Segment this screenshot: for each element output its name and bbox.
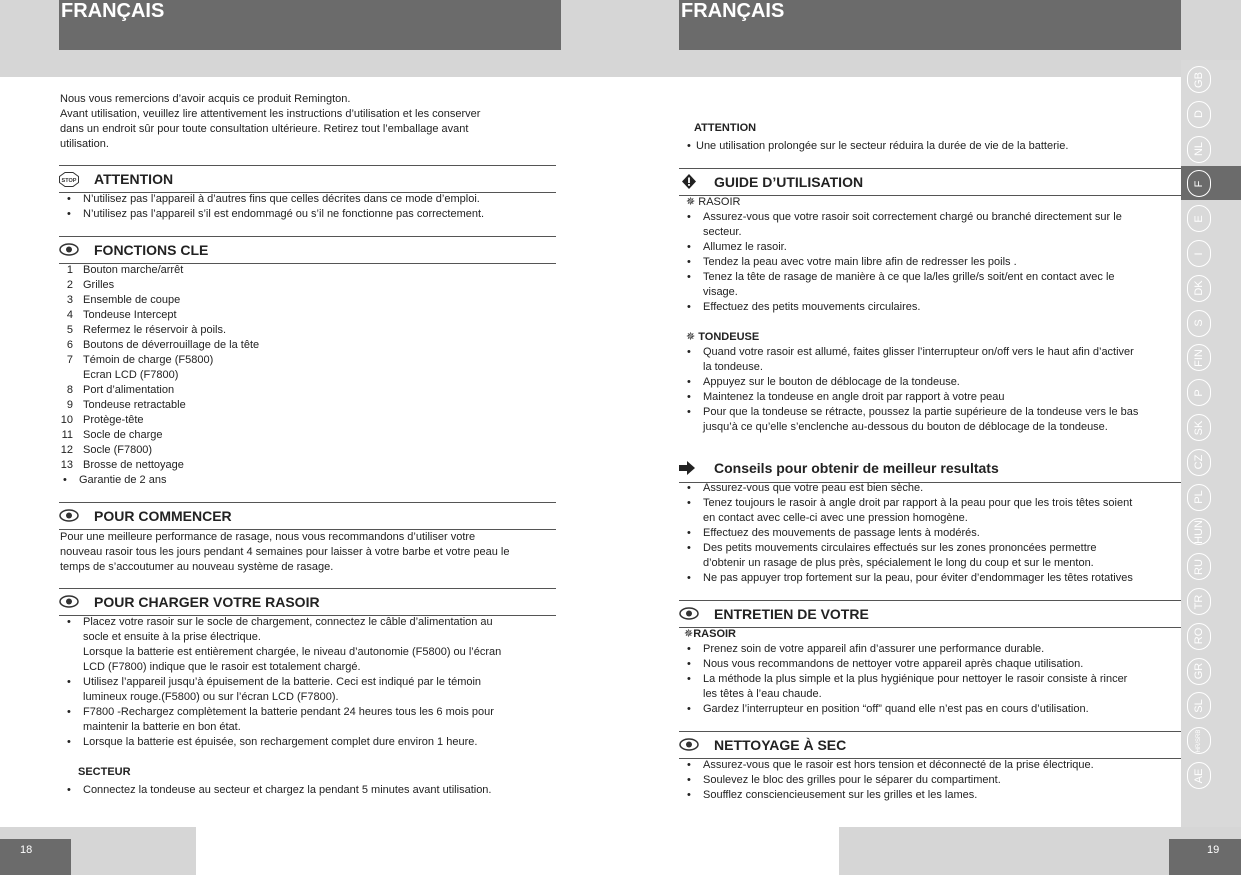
language-tab-label: F bbox=[1193, 180, 1205, 188]
language-tab-pill bbox=[1187, 658, 1211, 685]
warning-icon bbox=[679, 174, 699, 189]
list-item: 9 Tondeuse retractable bbox=[66, 399, 186, 411]
section-title: NETTOYAGE À SEC bbox=[714, 737, 847, 753]
eye-icon bbox=[679, 606, 699, 621]
language-tab-pill bbox=[1187, 484, 1211, 511]
list-item: 8 Port d’alimentation bbox=[66, 384, 175, 396]
language-tab-label: FIN bbox=[1193, 349, 1205, 367]
section-conseils bbox=[679, 456, 1181, 483]
list-item: • Ne pas appuyer trop fortement sur la peau, pour éviter d’endommager les têtes rotatives bbox=[680, 571, 1180, 586]
language-tab-label: E bbox=[1193, 215, 1205, 223]
section-title: POUR CHARGER VOTRE RASOIR bbox=[94, 594, 320, 610]
language-tab-pill bbox=[1187, 344, 1211, 371]
gear-icon: ✵ bbox=[684, 628, 694, 640]
language-tab[interactable] bbox=[1181, 166, 1241, 200]
entretien-list bbox=[680, 642, 1180, 717]
page-header-left: FRANÇAIS bbox=[59, 0, 561, 50]
language-tab-pill bbox=[1187, 170, 1211, 197]
list-item: 2 Grilles bbox=[66, 279, 115, 291]
list-item: 6 Boutons de déverrouillage de la tête bbox=[66, 339, 260, 351]
language-tab-label: RO bbox=[1193, 628, 1205, 645]
language-tab-pill bbox=[1187, 414, 1211, 441]
warranty-list bbox=[56, 473, 556, 488]
section-title: ATTENTION bbox=[94, 171, 174, 187]
intro-line: Avant utilisation, veuillez lire attentivement les instructions d’utilisation et les conserver bbox=[60, 108, 481, 120]
language-tab[interactable] bbox=[1181, 514, 1241, 548]
language-tab-label: TR bbox=[1193, 594, 1205, 609]
language-tab-label: SK bbox=[1193, 420, 1205, 435]
list-item: • Tenez la tête de rasage de manière à ce que la/les grille/s soit/ent en contact avec le visage. bbox=[680, 270, 1180, 300]
secteur-list bbox=[60, 783, 560, 798]
list-item: • N’utilisez pas l’appareil s’il est endommagé ou s’il ne fonctionne pas correctement. bbox=[60, 207, 560, 222]
language-tab[interactable] bbox=[1181, 62, 1241, 96]
intro-text bbox=[60, 92, 560, 152]
language-tab-label: I bbox=[1193, 251, 1205, 256]
language-tab[interactable] bbox=[1181, 480, 1241, 514]
language-tabs bbox=[1181, 60, 1241, 827]
language-tab-label: HR/SRB bbox=[1196, 729, 1202, 753]
language-tab-pill bbox=[1187, 449, 1211, 476]
language-tab-pill bbox=[1187, 727, 1211, 754]
list-item: • F7800 -Rechargez complètement la batterie pendant 24 heures tous les 6 mois pour maintenir la batterie en bon état. bbox=[60, 705, 560, 735]
language-tab-label: SL bbox=[1193, 699, 1205, 713]
tondeuse-label: ✵ TONDEUSE bbox=[686, 331, 760, 343]
language-tab-label: GR bbox=[1193, 662, 1205, 680]
attention-list bbox=[60, 192, 560, 222]
text-line: Pour une meilleure performance de rasage, nous vous recommandons d’utiliser votre bbox=[60, 531, 476, 543]
language-tab-pill bbox=[1187, 205, 1211, 232]
language-tab-label: HUN bbox=[1193, 519, 1205, 544]
list-item: • Assurez-vous que le rasoir est hors tension et déconnecté de la prise électrique. bbox=[680, 758, 1180, 773]
list-item: • Pour que la tondeuse se rétracte, poussez la partie supérieure de la tondeuse vers le bas jusqu’à ce qu’elle s’enclenche au-dessous du bouton de déblocage de la tondeuse. bbox=[680, 405, 1180, 435]
rasoir-label: ✵ RASOIR bbox=[686, 196, 741, 208]
list-item: • N’utilisez pas l’appareil à d’autres fins que celles décrites dans ce mode d’emploi. bbox=[60, 192, 560, 207]
list-item: • Lorsque la batterie est épuisée, son rechargement complet dure environ 1 heure. bbox=[60, 735, 560, 750]
language-tab[interactable] bbox=[1181, 688, 1241, 722]
eye-icon bbox=[59, 242, 79, 257]
commencer-text bbox=[60, 530, 560, 575]
language-tab[interactable] bbox=[1181, 410, 1241, 444]
language-tab[interactable] bbox=[1181, 201, 1241, 235]
section-nettoyage bbox=[679, 731, 1181, 759]
list-item: • Soufflez consciencieusement sur les grilles et les lames. bbox=[680, 788, 1180, 803]
list-item: 13 Brosse de nettoyage bbox=[60, 459, 184, 471]
language-tab-pill bbox=[1187, 136, 1211, 163]
text-line: nouveau rasoir tous les jours pendant 4 semaines pour laisser à votre barbe et votre peau le bbox=[60, 546, 510, 558]
nettoyage-list bbox=[680, 758, 1180, 803]
list-item: • Soulevez le bloc des grilles pour le séparer du compartiment. bbox=[680, 773, 1180, 788]
language-tab-pill bbox=[1187, 518, 1211, 545]
intro-line: dans un endroit sûr pour toute consultation ultérieure. Retirez tout l’emballage avant bbox=[60, 123, 469, 135]
list-item: Ecran LCD (F7800) bbox=[83, 369, 179, 381]
language-tab-label: GB bbox=[1193, 71, 1205, 88]
intro-line: utilisation. bbox=[60, 138, 109, 150]
eye-icon bbox=[679, 737, 699, 752]
warranty-item: • Garantie de 2 ans bbox=[56, 473, 556, 488]
list-item: • Maintenez la tondeuse en angle droit par rapport à votre peau bbox=[680, 390, 1180, 405]
list-item: • Prenez soin de votre appareil afin d’assurer une performance durable. bbox=[680, 642, 1180, 657]
list-item: • Allumez le rasoir. bbox=[680, 240, 1180, 255]
language-tab-pill bbox=[1187, 553, 1211, 580]
language-tab-label: AE bbox=[1193, 768, 1205, 783]
language-tab-label: S bbox=[1193, 319, 1205, 327]
language-tab-label: RU bbox=[1193, 558, 1205, 575]
list-item: • Connectez la tondeuse au secteur et chargez la pendant 5 minutes avant utilisation. bbox=[60, 783, 560, 798]
list-item: 3 Ensemble de coupe bbox=[66, 294, 181, 306]
section-title: POUR COMMENCER bbox=[94, 508, 232, 524]
language-tab[interactable] bbox=[1181, 375, 1241, 409]
language-tab-pill bbox=[1187, 692, 1211, 719]
language-tab-pill bbox=[1187, 240, 1211, 267]
gear-icon: ✵ bbox=[686, 196, 696, 208]
list-item: • Effectuez des petits mouvements circulaires. bbox=[680, 300, 1180, 315]
list-item: 5 Refermez le réservoir à poils. bbox=[66, 324, 227, 336]
section-title: FONCTIONS CLE bbox=[94, 242, 209, 258]
language-tab[interactable] bbox=[1181, 619, 1241, 653]
section-attention bbox=[59, 165, 556, 193]
language-tab-pill bbox=[1187, 623, 1211, 650]
section-fonctions-cle bbox=[59, 236, 556, 264]
list-item: • Assurez-vous que votre peau est bien sèche. bbox=[680, 481, 1180, 496]
language-tab[interactable] bbox=[1181, 236, 1241, 270]
list-item: 1 Bouton marche/arrêt bbox=[66, 264, 184, 276]
list-item: • Nous vous recommandons de nettoyer votre appareil après chaque utilisation. bbox=[680, 657, 1180, 672]
secteur-title: SECTEUR bbox=[78, 766, 131, 778]
language-tab-label: PL bbox=[1193, 490, 1205, 504]
list-item: • Appuyez sur le bouton de déblocage de la tondeuse. bbox=[680, 375, 1180, 390]
list-item: • Utilisez l’appareil jusqu’à épuisement de la batterie. Ceci est indiqué par le témoin lumineux rouge.(F5800) ou sur l’écran LCD (F7800). bbox=[60, 675, 560, 705]
attention-subtitle: ATTENTION bbox=[694, 122, 757, 134]
list-item: • Tenez toujours le rasoir à angle droit par rapport à la peau pour que les trois têtes soient en contact avec celle-ci avec une pression homogène. bbox=[680, 496, 1180, 526]
language-tab[interactable] bbox=[1181, 306, 1241, 340]
list-item: 10 Protège-tête bbox=[60, 414, 144, 426]
stop-icon bbox=[59, 172, 79, 187]
gear-icon: ✵ bbox=[686, 331, 696, 343]
list-item: • Des petits mouvements circulaires effectués sur les zones prononcées permettre d’obtenir un rasage de plus près, spécialement le long du coup et sur le menton. bbox=[680, 541, 1180, 571]
tondeuse-list bbox=[680, 345, 1180, 435]
language-tab-label: P bbox=[1193, 389, 1205, 397]
list-item: • Gardez l’interrupteur en position “off” quand elle n’est pas en cours d’utilisation. bbox=[680, 702, 1180, 717]
language-tab-pill bbox=[1187, 101, 1211, 128]
list-item: • Assurez-vous que votre rasoir soit correctement chargé ou branché directement sur le secteur. bbox=[680, 210, 1180, 240]
list-item: • Tendez la peau avec votre main libre afin de redresser les poils . bbox=[680, 255, 1180, 270]
list-item: • Placez votre rasoir sur le socle de chargement, connectez le câble d’alimentation au socle et ensuite à la prise électrique. Lorsque la batterie est entièrement chargée, le niveau d’autonomie (F5800) ou l’écran LCD (F7800) indique que le rasoir est totalement chargé. bbox=[60, 615, 560, 675]
language-tab[interactable] bbox=[1181, 584, 1241, 618]
section-pour-charger bbox=[59, 588, 556, 616]
section-pour-commencer bbox=[59, 502, 556, 530]
arrow-right-icon bbox=[679, 461, 695, 475]
section-title: Conseils pour obtenir de meilleur resultats bbox=[714, 460, 999, 476]
conseils-list bbox=[680, 481, 1180, 586]
language-tab-label: CZ bbox=[1193, 454, 1205, 470]
language-tab-pill bbox=[1187, 310, 1211, 337]
section-guide bbox=[679, 168, 1181, 196]
list-item: • Effectuez des mouvements de passage lents à modérés. bbox=[680, 526, 1180, 541]
language-tab[interactable] bbox=[1181, 271, 1241, 305]
language-tab[interactable] bbox=[1181, 654, 1241, 688]
entretien-rasoir-label: ✵RASOIR bbox=[684, 628, 736, 640]
page-header-right: FRANÇAIS bbox=[679, 0, 1181, 50]
section-title: GUIDE D’UTILISATION bbox=[714, 174, 864, 190]
language-tab[interactable] bbox=[1181, 758, 1241, 792]
language-tab-label: DK bbox=[1193, 280, 1205, 296]
language-tab[interactable] bbox=[1181, 549, 1241, 583]
intro-line: Nous vous remercions d’avoir acquis ce produit Remington. bbox=[60, 93, 351, 105]
list-item: • Une utilisation prolongée sur le secteur réduira la durée de vie de la batterie. bbox=[680, 139, 1180, 154]
eye-icon bbox=[59, 594, 79, 609]
language-tab-label: D bbox=[1193, 110, 1205, 119]
rasoir-list bbox=[680, 210, 1180, 315]
list-item: 12 Socle (F7800) bbox=[60, 444, 153, 456]
section-entretien bbox=[679, 600, 1181, 628]
list-item: • Quand votre rasoir est allumé, faites glisser l’interrupteur on/off vers le haut afin d’activer la tondeuse. bbox=[680, 345, 1180, 375]
language-tab[interactable] bbox=[1181, 445, 1241, 479]
language-tab-pill bbox=[1187, 762, 1211, 789]
language-tab-pill bbox=[1187, 275, 1211, 302]
page-number-right: 19 bbox=[1169, 839, 1241, 875]
language-tab[interactable] bbox=[1181, 132, 1241, 166]
list-item: • La méthode la plus simple et la plus hygiénique pour nettoyer le rasoir consiste à rincer les têtes à l’eau chaude. bbox=[680, 672, 1180, 702]
section-title: ENTRETIEN DE VOTRE bbox=[714, 606, 869, 622]
page-number-left: 18 bbox=[0, 839, 71, 875]
language-tab-pill bbox=[1187, 66, 1211, 93]
list-item: 4 Tondeuse Intercept bbox=[66, 309, 177, 321]
text-line: temps de s’accoutumer au nouveau système de rasage. bbox=[60, 561, 334, 573]
language-tab[interactable] bbox=[1181, 340, 1241, 374]
eye-icon bbox=[59, 508, 79, 523]
language-tab-pill bbox=[1187, 379, 1211, 406]
language-tab-label: NL bbox=[1193, 142, 1205, 157]
list-item: 7 Témoin de charge (F5800) bbox=[66, 354, 214, 366]
language-tab[interactable] bbox=[1181, 723, 1241, 757]
language-tab[interactable] bbox=[1181, 97, 1241, 131]
fonctions-list bbox=[60, 263, 560, 473]
language-tab-pill bbox=[1187, 588, 1211, 615]
list-item: 11 Socle de charge bbox=[61, 429, 163, 441]
charger-list bbox=[60, 615, 560, 750]
stop-icon-label: STOP bbox=[61, 178, 77, 184]
attention-list-right bbox=[680, 139, 1180, 154]
